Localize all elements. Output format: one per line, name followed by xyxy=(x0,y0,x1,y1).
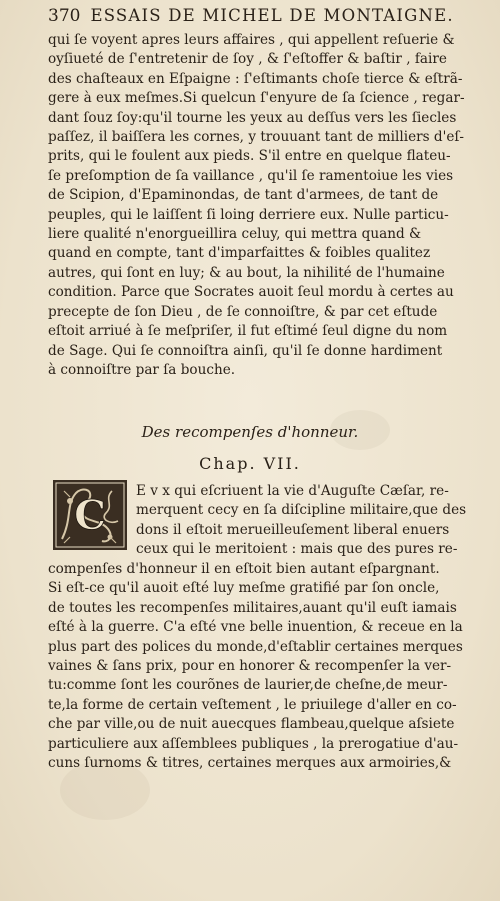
text-line: liere qualité n'enorgueillira celuy, qui mettra quand & xyxy=(48,226,422,243)
text-line: peuples, qui le laiſſent ſi loing derriere eux. Nulle particu- xyxy=(48,206,449,223)
decorated-initial xyxy=(52,479,128,551)
text-line: ſe preſomption de ſa vaillance , qu'il ſe ramentoiue les vies xyxy=(48,167,454,184)
text-line: paſſez, il baiſſera les cornes, y trouuant tant de milliers d'eſ- xyxy=(48,129,465,146)
text-line: prits, qui le foulent aux pieds. S'il entre en quelque flateu- xyxy=(48,148,451,165)
chapter-heading: Chap. VII. xyxy=(199,454,301,473)
text-line: oyſiueté de ſ'entretenir de ſoy , & ſ'eſtoffer & baſtir , faire xyxy=(48,51,447,68)
text-line: precepte de ſon Dieu , de ſe connoiſtre, & par cet eſtude xyxy=(48,303,438,320)
text-line: dant ſouz ſoy:qu'il tourne les yeux au deſſus vers les ſiecles xyxy=(48,109,457,126)
text-line: qui ſe voyent apres leurs affaires , qui appellent reſuerie & xyxy=(48,32,455,48)
text-line: eſtoit arriué à ſe meſpriſer, il fut eſtimé ſeul digne du nom xyxy=(48,323,448,340)
text-line: quand en compte, tant d'imparfaittes & foibles qualitez xyxy=(48,245,431,262)
paragraph-2 xyxy=(48,560,488,773)
drop-cap-letter: C xyxy=(74,492,106,539)
page-number: 370 xyxy=(48,6,81,26)
text-line: à connoiſtre par ſa bouche. xyxy=(48,361,236,378)
text-line: cuns ſurnoms & titres, certaines merques aux armoiries,& xyxy=(48,755,452,772)
text-line: gere à eux meſmes.Si quelcun ſ'enyure de ſa ſcience , regar- xyxy=(48,90,465,107)
text-line: eſté à la guerre. C'a eſté vne belle inuention, & receue en la xyxy=(48,619,463,636)
paragraph-2-opening xyxy=(136,482,488,560)
running-head: ESSAIS DE MICHEL DE MONTAIGNE. xyxy=(90,6,454,25)
text-line: condition. Parce que Socrates auoit ſeul mordu à certes au xyxy=(48,284,454,301)
text-line: che par ville,ou de nuit auecques flambeau,quelque aſsiete xyxy=(48,716,455,733)
text-line: merquent cecy en ſa diſcipline militaire,que des xyxy=(136,502,467,519)
text-line: E v x qui eſcriuent la vie d'Auguſte Cæſar, re- xyxy=(136,483,449,499)
text-line: vaines & ſans prix, pour en honorer & recompenſer la ver- xyxy=(48,658,452,675)
text-line: des chaſteaux en Eſpaigne : ſ'eſtimants choſe tierce & eſtrã- xyxy=(48,70,463,87)
text-line: compenſes d'honneur il en eſtoit bien autant eſpargnant. xyxy=(48,561,440,577)
paragraph-1 xyxy=(48,31,488,380)
page-header xyxy=(48,6,488,28)
text-line: ceux qui le meritoient : mais que des pures re- xyxy=(136,541,458,558)
text-line: de toutes les recompenſes militaires,auant qu'il euſt iamais xyxy=(48,599,457,616)
text-line: de Sage. Qui ſe connoiſtra ainſi, qu'il ſe donne hardiment xyxy=(48,342,443,359)
text-line: te,la forme de certain veſtement , le priuilege d'aller en co- xyxy=(48,696,457,713)
text-line: de Scipion, d'Epaminondas, de tant d'armees, de tant de xyxy=(48,187,439,204)
text-line: Si eſt-ce qu'il auoit eſté luy meſme gratifié par ſon oncle, xyxy=(48,580,440,597)
text-line: particuliere aux aſſemblees publiques , la prerogatiue d'au- xyxy=(48,735,459,752)
text-line: tu:comme ſont les courõnes de laurier,de cheſne,de meur- xyxy=(48,677,448,694)
section-title: Des recompenſes d'honneur. xyxy=(141,423,359,441)
text-line: dons il eſtoit merueilleuſement liberal enuers xyxy=(136,521,450,538)
text-line: plus part des polices du monde,d'eſtablir certaines merques xyxy=(48,638,463,655)
text-line: autres, qui ſont en luy; & au bout, la nihilité de l'humaine xyxy=(48,264,445,281)
ornament-icon xyxy=(52,479,128,551)
